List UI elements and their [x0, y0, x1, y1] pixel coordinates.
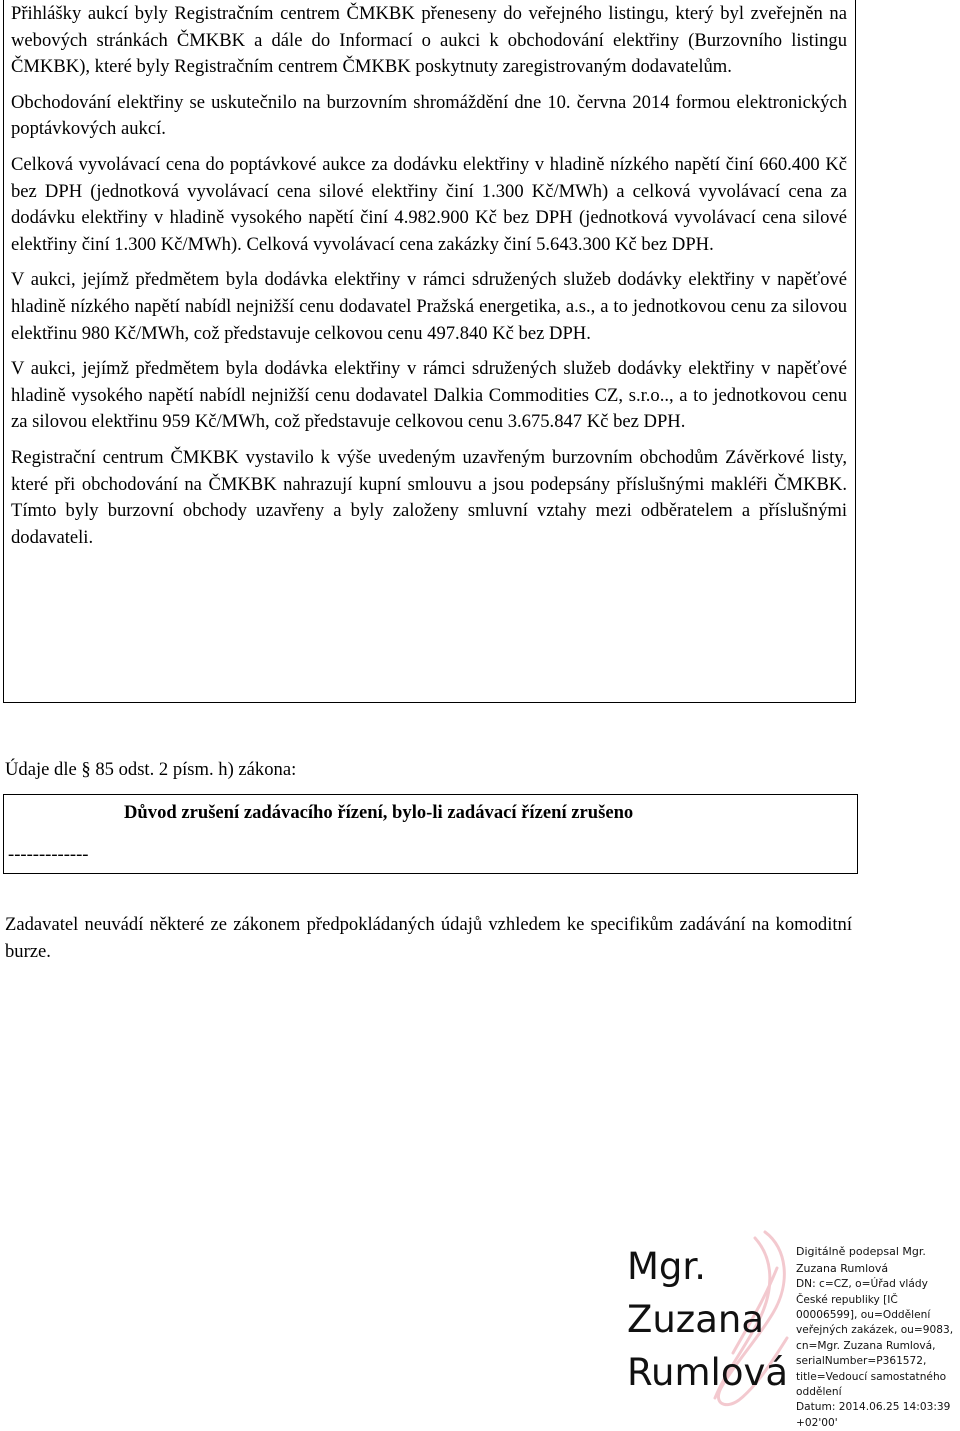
auction-info-box: [3, 0, 856, 703]
digital-signature-dn: DN: c=CZ, o=Úřad vlády České republiky [IČ 00006599], ou=Oddělení veřejných zakázek, ou=9083, cn=Mgr. Zuzana Rumlová, serialNumber=P361572, title=Vedoucí samostatného oddělení Datum: 2014.06.25 14:03:39 +02'00': [796, 1278, 954, 1429]
signer-name: [627, 1240, 788, 1399]
digital-signature-details: [796, 1229, 960, 1431]
cancellation-reason-box: [3, 794, 858, 874]
paragraph-low-voltage-result: V aukci, jejímž předmětem byla dodávka elektřiny v rámci sdružených služeb dodávky elektřiny v napěťové hladině nízkého napětí nabídl nejnižší cenu dodavatel Pražská energetika, a.s., a to jednotkovou cenu za silovou elektřinu 980 Kč/MWh, což představuje celkovou cenu 497.840 Kč bez DPH.: [11, 269, 847, 344]
signer-name-line-first: Zuzana: [627, 1298, 765, 1341]
digital-signature-signer: Digitálně podepsal Mgr. Zuzana Rumlová: [796, 1245, 926, 1275]
signer-name-line-last: Rumlová: [627, 1351, 789, 1394]
signer-name-line-title: Mgr.: [627, 1245, 706, 1288]
cancellation-reason-value: -------------: [8, 844, 89, 865]
cancellation-reason-heading: Důvod zrušení zadávacího řízení, bylo-li zadávací řízení zrušeno: [124, 802, 634, 823]
paragraph-trading-date: Obchodování elektřiny se uskutečnilo na burzovním shromáždění dne 10. června 2014 formou elektronických poptávkových aukcí.: [11, 91, 847, 140]
commodity-exchange-note: Zadavatel neuvádí některé ze zákonem předpokládaných údajů vzhledem ke specifikům zadávání na komoditní burze.: [5, 914, 852, 962]
paragraph-reserve-price: Celková vyvolávací cena do poptávkové aukce za dodávku elektřiny v hladině nízkého napětí činí 660.400 Kč bez DPH (jednotková vyvolávací cena silové elektřiny činí 1.300 Kč/MWh) a celková vyvolávací cena za dodávku elektřiny v hladině vysokého napětí činí 4.982.900 Kč bez DPH (jednotková vyvolávací cena silové elektřiny činí 1.300 Kč/MWh). Celková vyvolávací cena zakázky činí 5.643.300 Kč bez DPH.: [11, 153, 847, 255]
paragraph-closing-sheets: Registrační centrum ČMKBK vystavilo k výše uvedeným uzavřeným burzovním obchodům Závěrkové listy, které při obchodování na ČMKBK nahrazují kupní smlouvu a jsou podepsány příslušnými makléři ČMKBK. Tímto byly burzovní obchody uzavřeny a byly založeny smluvní vztahy mezi odběratelem a příslušnými dodavateli.: [11, 446, 847, 548]
section-label-85: Údaje dle § 85 odst. 2 písm. h) zákona:: [5, 759, 297, 780]
paragraph-listing: Přihlášky aukcí byly Registračním centrem ČMKBK přeneseny do veřejného listingu, který byl zveřejněn na webových stránkách ČMKBK a dále do Informací o aukci k obchodování elektřiny (Burzovního listingu ČMKBK), které byly Registračním centrem ČMKBK poskytnuty zaregistrovaným dodavatelům.: [11, 3, 847, 78]
paragraph-high-voltage-result: V aukci, jejímž předmětem byla dodávka elektřiny v rámci sdružených služeb dodávky elektřiny v napěťové hladině vysokého napětí nabídl nejnižší cenu dodavatel Dalkia Commodities CZ, s.r.o.., a to jednotkovou cenu za silovou elektřinu 959 Kč/MWh, což představuje celkovou cenu 3.675.847 Kč bez DPH.: [11, 358, 847, 433]
